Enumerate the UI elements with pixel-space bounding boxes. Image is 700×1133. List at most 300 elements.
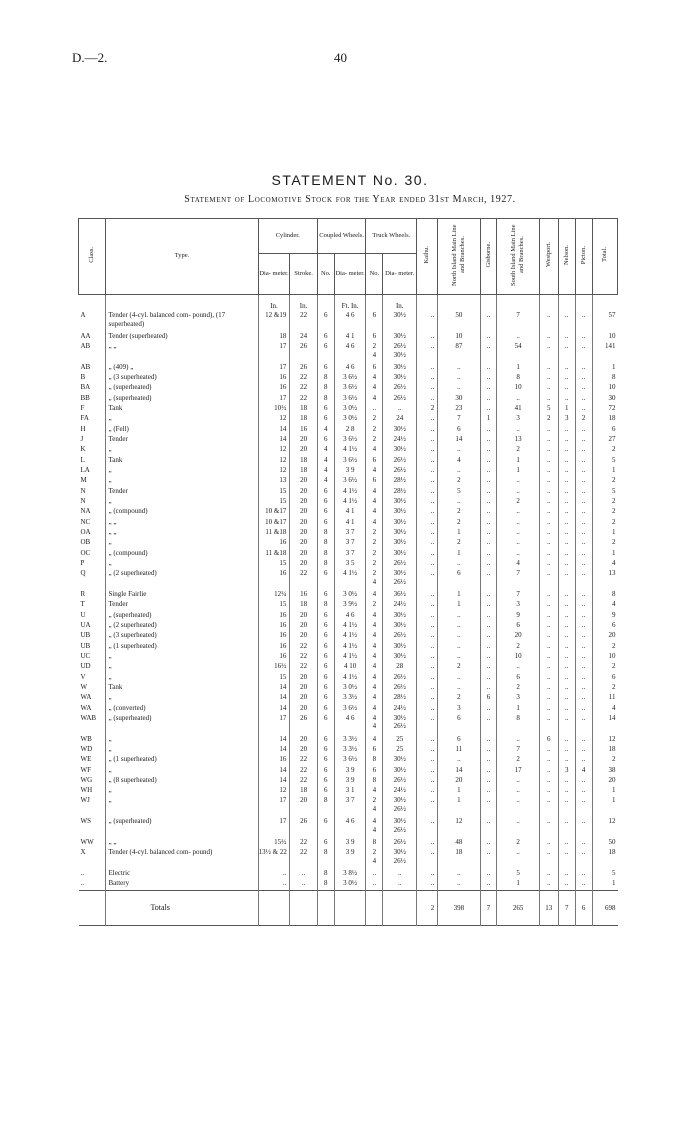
stroke-cell: 20 — [290, 518, 317, 528]
kaihu-cell: .. — [417, 394, 438, 404]
north-island-cell: .. — [438, 652, 480, 662]
total-cell: 13 — [592, 569, 617, 590]
coupled-dia-cell: 4 6 — [334, 363, 366, 373]
south-island-header: South Island Main Line and Branches. — [497, 219, 539, 295]
type-cell: Tender (superheated) — [106, 332, 258, 342]
coupled-dia-cell: 4 1½ — [334, 652, 366, 662]
south-island-cell: 10 — [497, 383, 539, 393]
picton-cell: .. — [575, 487, 592, 497]
westport-cell: .. — [539, 848, 558, 869]
kaihu-cell: .. — [417, 838, 438, 848]
class-cell: BA — [80, 383, 91, 392]
stroke-cell: 20 — [290, 745, 317, 755]
total-cell: 50 — [592, 838, 617, 848]
westport-cell: .. — [539, 590, 558, 600]
truck-no-cell: 4 — [366, 662, 383, 672]
westport-cell: .. — [539, 476, 558, 486]
nelson-cell: .. — [558, 673, 575, 683]
gisborne-cell: 1 — [480, 414, 497, 424]
kaihu-cell: .. — [417, 487, 438, 497]
picton-cell: .. — [575, 786, 592, 796]
coupled-no-cell: 6 — [317, 404, 334, 414]
cylinder-diameter-header: Dia- meter. — [258, 254, 290, 295]
total-cell: 30 — [592, 394, 617, 404]
kaihu-cell: .. — [417, 600, 438, 610]
coupled-no-cell: 4 — [317, 476, 334, 486]
kaihu-cell: .. — [417, 425, 438, 435]
north-island-cell: .. — [438, 869, 480, 879]
truck-no-cell: 2 — [366, 549, 383, 559]
stroke-cell: 22 — [290, 652, 317, 662]
table-row — [79, 766, 618, 776]
truck-dia-cell: 28½ — [383, 476, 417, 486]
coupled-no-cell: 8 — [317, 383, 334, 393]
south-island-cell: 6 — [497, 673, 539, 683]
truck-dia-cell: 30½ — [383, 766, 417, 776]
class-cell: WA — [80, 693, 92, 702]
totals-westport-cell: 13 — [539, 891, 558, 926]
truck-dia-cell: 30½ — [383, 363, 417, 373]
nelson-cell: .. — [558, 332, 575, 342]
table-row — [79, 714, 618, 735]
totals-cyl-dia-cell — [258, 891, 290, 926]
coupled-dia-cell: 3 5 — [334, 559, 366, 569]
nelson-cell: .. — [558, 735, 575, 745]
truck-no-cell: 4 — [366, 631, 383, 641]
south-island-cell: 1 — [497, 466, 539, 476]
south-island-cell: .. — [497, 848, 539, 869]
stroke-cell: 22 — [290, 838, 317, 848]
class-cell: BB — [80, 393, 90, 402]
table-row — [79, 569, 618, 590]
truck-no-cell: 2 — [366, 559, 383, 569]
nelson-cell: .. — [558, 621, 575, 631]
north-island-cell: 6 — [438, 735, 480, 745]
type-cell: Tender (4-cyl. balanced com- pound), (17 superheated) — [106, 311, 258, 332]
truck-no-cell: 4 — [366, 611, 383, 621]
stroke-cell: 18 — [290, 466, 317, 476]
north-island-cell: 1 — [438, 796, 480, 817]
kaihu-cell: .. — [417, 497, 438, 507]
truck-no-cell: 8 — [366, 838, 383, 848]
type-cell: „ (superheated) — [106, 383, 258, 393]
gisborne-cell: .. — [480, 600, 497, 610]
coupled-no-cell: 6 — [317, 755, 334, 765]
nelson-cell: .. — [558, 383, 575, 393]
class-cell: V — [80, 672, 86, 681]
north-island-cell: .. — [438, 879, 480, 889]
nelson-cell: .. — [558, 662, 575, 672]
westport-cell: .. — [539, 311, 558, 332]
stroke-cell: 22 — [290, 766, 317, 776]
gisborne-cell: .. — [480, 652, 497, 662]
north-island-cell: 11 — [438, 745, 480, 755]
westport-cell: .. — [539, 538, 558, 548]
class-cell: K — [80, 445, 86, 454]
south-island-cell: .. — [497, 394, 539, 404]
south-island-cell: .. — [497, 425, 539, 435]
cyl-dia-cell: 12 &19 — [258, 311, 290, 332]
coupled-no-cell: 6 — [317, 621, 334, 631]
table-row — [79, 611, 618, 621]
table-row — [79, 549, 618, 559]
picton-cell: .. — [575, 796, 592, 817]
cyl-dia-cell: 13½ & 22 — [258, 848, 290, 869]
truck-no-cell: 4 — [366, 673, 383, 683]
south-island-cell: 9 — [497, 611, 539, 621]
truck-dia-cell: 24½ — [383, 786, 417, 796]
kaihu-cell: .. — [417, 714, 438, 735]
cyl-dia-cell: 16 — [258, 642, 290, 652]
stroke-cell: 20 — [290, 621, 317, 631]
locomotive-stock-table — [78, 218, 618, 926]
table-row — [79, 869, 618, 879]
total-cell: 1 — [592, 549, 617, 559]
nelson-cell: .. — [558, 879, 575, 889]
truck-dia-cell: 30½ — [383, 755, 417, 765]
type-cell: „ — [106, 662, 258, 672]
class-cell: WB — [80, 734, 92, 743]
class-cell: LA — [80, 465, 90, 474]
cyl-dia-cell: 10 &17 — [258, 518, 290, 528]
table-row — [79, 363, 618, 373]
type-cell: „ (superheated) — [106, 394, 258, 404]
class-cell: WS — [80, 817, 91, 826]
gisborne-cell: .. — [480, 466, 497, 476]
stroke-cell: 20 — [290, 445, 317, 455]
kaihu-cell: .. — [417, 311, 438, 332]
table-row — [79, 476, 618, 486]
south-island-cell: .. — [497, 796, 539, 817]
gisborne-cell: .. — [480, 435, 497, 445]
stroke-cell: 24 — [290, 332, 317, 342]
coupled-dia-cell: 4 6 — [334, 311, 366, 332]
gisborne-cell: .. — [480, 621, 497, 631]
total-cell: 2 — [592, 507, 617, 517]
total-cell: 14 — [592, 714, 617, 735]
nelson-cell: .. — [558, 631, 575, 641]
table-row — [79, 383, 618, 393]
south-island-cell: .. — [497, 662, 539, 672]
totals-truck-dia-cell — [383, 891, 417, 926]
kaihu-cell: .. — [417, 631, 438, 641]
truck-dia-cell: 30½ — [383, 332, 417, 342]
westport-cell: .. — [539, 673, 558, 683]
table-row — [79, 776, 618, 786]
picton-cell: .. — [575, 693, 592, 703]
truck-no-cell: 6 — [366, 766, 383, 776]
truck-no-cell: 4 — [366, 394, 383, 404]
stroke-cell: 18 — [290, 414, 317, 424]
truck-diameter-header: Dia- meter. — [383, 254, 417, 295]
truck-no-cell: 4 — [366, 786, 383, 796]
nelson-cell: .. — [558, 590, 575, 600]
kaihu-cell: .. — [417, 538, 438, 548]
coupled-no-cell: 6 — [317, 507, 334, 517]
type-cell: „ — [106, 445, 258, 455]
class-cell: WJ — [80, 796, 90, 805]
coupled-no-cell: 8 — [317, 549, 334, 559]
truck-dia-cell: 26½ — [383, 394, 417, 404]
nelson-cell: .. — [558, 714, 575, 735]
picton-cell: .. — [575, 621, 592, 631]
type-cell: „ — [106, 466, 258, 476]
stroke-cell: 20 — [290, 683, 317, 693]
westport-cell: .. — [539, 838, 558, 848]
nelson-cell: .. — [558, 342, 575, 363]
kaihu-cell: .. — [417, 683, 438, 693]
cyl-dia-cell: 17 — [258, 796, 290, 817]
coupled-dia-cell: 4 1½ — [334, 621, 366, 631]
table-row — [79, 311, 618, 332]
cyl-dia-cell: 12¼ — [258, 590, 290, 600]
stroke-cell: 22 — [290, 776, 317, 786]
stroke-cell: 20 — [290, 497, 317, 507]
cyl-dia-cell: 17 — [258, 363, 290, 373]
class-cell: WW — [80, 837, 94, 846]
coupled-no-cell: 6 — [317, 414, 334, 424]
westport-cell: 6 — [539, 735, 558, 745]
picton-cell: .. — [575, 590, 592, 600]
table-row — [79, 404, 618, 414]
truck-dia-cell: 36½ — [383, 590, 417, 600]
kaihu-cell: .. — [417, 476, 438, 486]
total-cell: 18 — [592, 745, 617, 755]
westport-cell: .. — [539, 766, 558, 776]
type-cell: „ — [106, 652, 258, 662]
north-island-cell: 14 — [438, 435, 480, 445]
coupled-no-cell: 6 — [317, 745, 334, 755]
westport-cell: .. — [539, 487, 558, 497]
coupled-dia-cell: 3 6½ — [334, 456, 366, 466]
class-cell: OA — [80, 527, 91, 536]
table-row — [79, 518, 618, 528]
westport-cell: .. — [539, 683, 558, 693]
type-cell: „ (3 superheated) — [106, 373, 258, 383]
coupled-no-cell: 8 — [317, 848, 334, 869]
truck-no-cell: 4 4 — [366, 714, 383, 735]
stroke-cell: 20 — [290, 673, 317, 683]
kaihu-cell: .. — [417, 559, 438, 569]
totals-total-cell: 698 — [592, 891, 617, 926]
picton-cell: .. — [575, 559, 592, 569]
north-island-cell: .. — [438, 559, 480, 569]
total-cell: 12 — [592, 817, 617, 838]
stroke-cell: 18 — [290, 404, 317, 414]
total-cell: 10 — [592, 383, 617, 393]
north-island-cell: 14 — [438, 766, 480, 776]
picton-cell: .. — [575, 755, 592, 765]
north-island-cell: 1 — [438, 549, 480, 559]
coupled-no-cell: 6 — [317, 332, 334, 342]
north-island-cell: 2 — [438, 693, 480, 703]
westport-cell: .. — [539, 466, 558, 476]
stroke-cell: 16 — [290, 425, 317, 435]
total-cell: 1 — [592, 466, 617, 476]
truck-no-cell: 6 — [366, 456, 383, 466]
stroke-cell: 20 — [290, 549, 317, 559]
statement-title: STATEMENT No. 30. — [271, 172, 429, 188]
kaihu-cell: .. — [417, 796, 438, 817]
picton-cell: .. — [575, 342, 592, 363]
table-row — [79, 332, 618, 342]
truck-dia-cell: 30½ — [383, 518, 417, 528]
nelson-cell: .. — [558, 549, 575, 559]
north-island-cell: 30 — [438, 394, 480, 404]
truck-dia-cell: .. — [383, 404, 417, 414]
kaihu-cell: .. — [417, 745, 438, 755]
south-island-cell: 7 — [497, 311, 539, 332]
total-cell: 12 — [592, 735, 617, 745]
type-cell: „ (compound) — [106, 549, 258, 559]
truck-dia-cell: 30½ — [383, 528, 417, 538]
gisborne-cell: .. — [480, 487, 497, 497]
nelson-cell: .. — [558, 817, 575, 838]
cyl-dia-cell: 16 — [258, 621, 290, 631]
gisborne-header: Gisborne. — [480, 219, 497, 295]
table-row — [79, 621, 618, 631]
gisborne-cell: .. — [480, 817, 497, 838]
westport-cell: .. — [539, 879, 558, 889]
westport-cell: .. — [539, 507, 558, 517]
coupled-no-cell: 8 — [317, 869, 334, 879]
stroke-cell: 26 — [290, 817, 317, 838]
truck-no-cell: 4 — [366, 518, 383, 528]
gisborne-cell: .. — [480, 631, 497, 641]
coupled-no-cell: 6 — [317, 704, 334, 714]
south-island-cell: 20 — [497, 631, 539, 641]
gisborne-cell: .. — [480, 786, 497, 796]
nelson-cell: .. — [558, 518, 575, 528]
coupled-dia-cell: 3 3½ — [334, 693, 366, 703]
south-island-cell: .. — [497, 507, 539, 517]
north-island-cell: .. — [438, 445, 480, 455]
picton-cell: .. — [575, 745, 592, 755]
type-cell: „ (1 superheated) — [106, 642, 258, 652]
truck-no-cell: 4 — [366, 652, 383, 662]
north-island-cell: .. — [438, 497, 480, 507]
truck-dia-cell: .. — [383, 879, 417, 889]
stroke-cell: 22 — [290, 311, 317, 332]
truck-no-cell: 4 — [366, 507, 383, 517]
westport-cell: .. — [539, 373, 558, 383]
gisborne-cell: .. — [480, 662, 497, 672]
south-island-cell: .. — [497, 776, 539, 786]
north-island-cell: .. — [438, 642, 480, 652]
picton-cell: .. — [575, 497, 592, 507]
stroke-cell: 20 — [290, 611, 317, 621]
westport-cell: .. — [539, 796, 558, 817]
truck-no-cell: 2 4 — [366, 848, 383, 869]
picton-cell: .. — [575, 817, 592, 838]
table-row — [79, 559, 618, 569]
picton-cell: .. — [575, 848, 592, 869]
total-cell: 2 — [592, 476, 617, 486]
total-cell: 2 — [592, 497, 617, 507]
total-cell: 6 — [592, 621, 617, 631]
stroke-cell: 20 — [290, 631, 317, 641]
statement-subtitle: Statement of Locomotive Stock for the Year ended 31st March, 1927. — [184, 194, 516, 205]
class-header: Class. — [79, 219, 106, 295]
westport-cell: .. — [539, 363, 558, 373]
gisborne-cell: .. — [480, 642, 497, 652]
stroke-cell: 22 — [290, 848, 317, 869]
table-row — [79, 528, 618, 538]
south-island-cell: 6 — [497, 621, 539, 631]
kaihu-cell: .. — [417, 528, 438, 538]
picton-cell: .. — [575, 383, 592, 393]
truck-dia-cell: 30½ — [383, 549, 417, 559]
type-cell: „ (compound) — [106, 507, 258, 517]
total-cell: 1 — [592, 796, 617, 817]
table-row — [79, 507, 618, 517]
kaihu-cell: .. — [417, 652, 438, 662]
truck-dia-cell: 26½ — [383, 456, 417, 466]
total-cell: 5 — [592, 869, 617, 879]
cyl-dia-cell: 12 — [258, 456, 290, 466]
south-island-cell: 13 — [497, 435, 539, 445]
coupled-dia-cell: 3 0½ — [334, 683, 366, 693]
stroke-cell: 22 — [290, 394, 317, 404]
table-row — [79, 704, 618, 714]
nelson-cell: .. — [558, 363, 575, 373]
truck-dia-cell: 30½ 26½ — [383, 848, 417, 869]
class-cell: N — [80, 496, 86, 505]
coupled-dia-cell: 3 9½ — [334, 600, 366, 610]
truck-no-cell: 4 — [366, 693, 383, 703]
south-island-cell: .. — [497, 518, 539, 528]
coupled-no-cell: 6 — [317, 786, 334, 796]
coupled-no-cell: 6 — [317, 714, 334, 735]
westport-cell: .. — [539, 786, 558, 796]
class-cell: U — [80, 610, 86, 619]
nelson-cell: .. — [558, 652, 575, 662]
type-cell: „ „ — [106, 518, 258, 528]
type-cell: „ — [106, 796, 258, 817]
truck-no-cell: 2 — [366, 528, 383, 538]
nelson-cell: .. — [558, 311, 575, 332]
picton-header: Picton. — [575, 219, 592, 295]
truck-no-cell: .. — [366, 404, 383, 414]
stroke-cell: 26 — [290, 714, 317, 735]
westport-cell: .. — [539, 497, 558, 507]
class-cell: AB — [80, 362, 91, 371]
westport-cell: .. — [539, 869, 558, 879]
class-cell: WG — [80, 775, 93, 784]
type-cell: „ „ — [106, 838, 258, 848]
class-cell: B — [80, 373, 86, 381]
truck-no-cell: 8 — [366, 755, 383, 765]
cyl-dia-cell: 10½ — [258, 404, 290, 414]
picton-cell: .. — [575, 507, 592, 517]
table-row — [79, 590, 618, 600]
total-cell: 6 — [592, 425, 617, 435]
stroke-cell: 20 — [290, 507, 317, 517]
north-island-cell: 2 — [438, 476, 480, 486]
type-cell: „ (superheated) — [106, 714, 258, 735]
coupled-no-cell: 8 — [317, 528, 334, 538]
south-island-cell: .. — [497, 476, 539, 486]
picton-cell: .. — [575, 363, 592, 373]
cyl-dia-cell: 15 — [258, 497, 290, 507]
gisborne-cell: .. — [480, 745, 497, 755]
table-row — [79, 817, 618, 838]
table-row — [79, 600, 618, 610]
type-cell: „ — [106, 693, 258, 703]
westport-cell: .. — [539, 518, 558, 528]
south-island-cell: 3 — [497, 414, 539, 424]
north-island-cell: 5 — [438, 487, 480, 497]
